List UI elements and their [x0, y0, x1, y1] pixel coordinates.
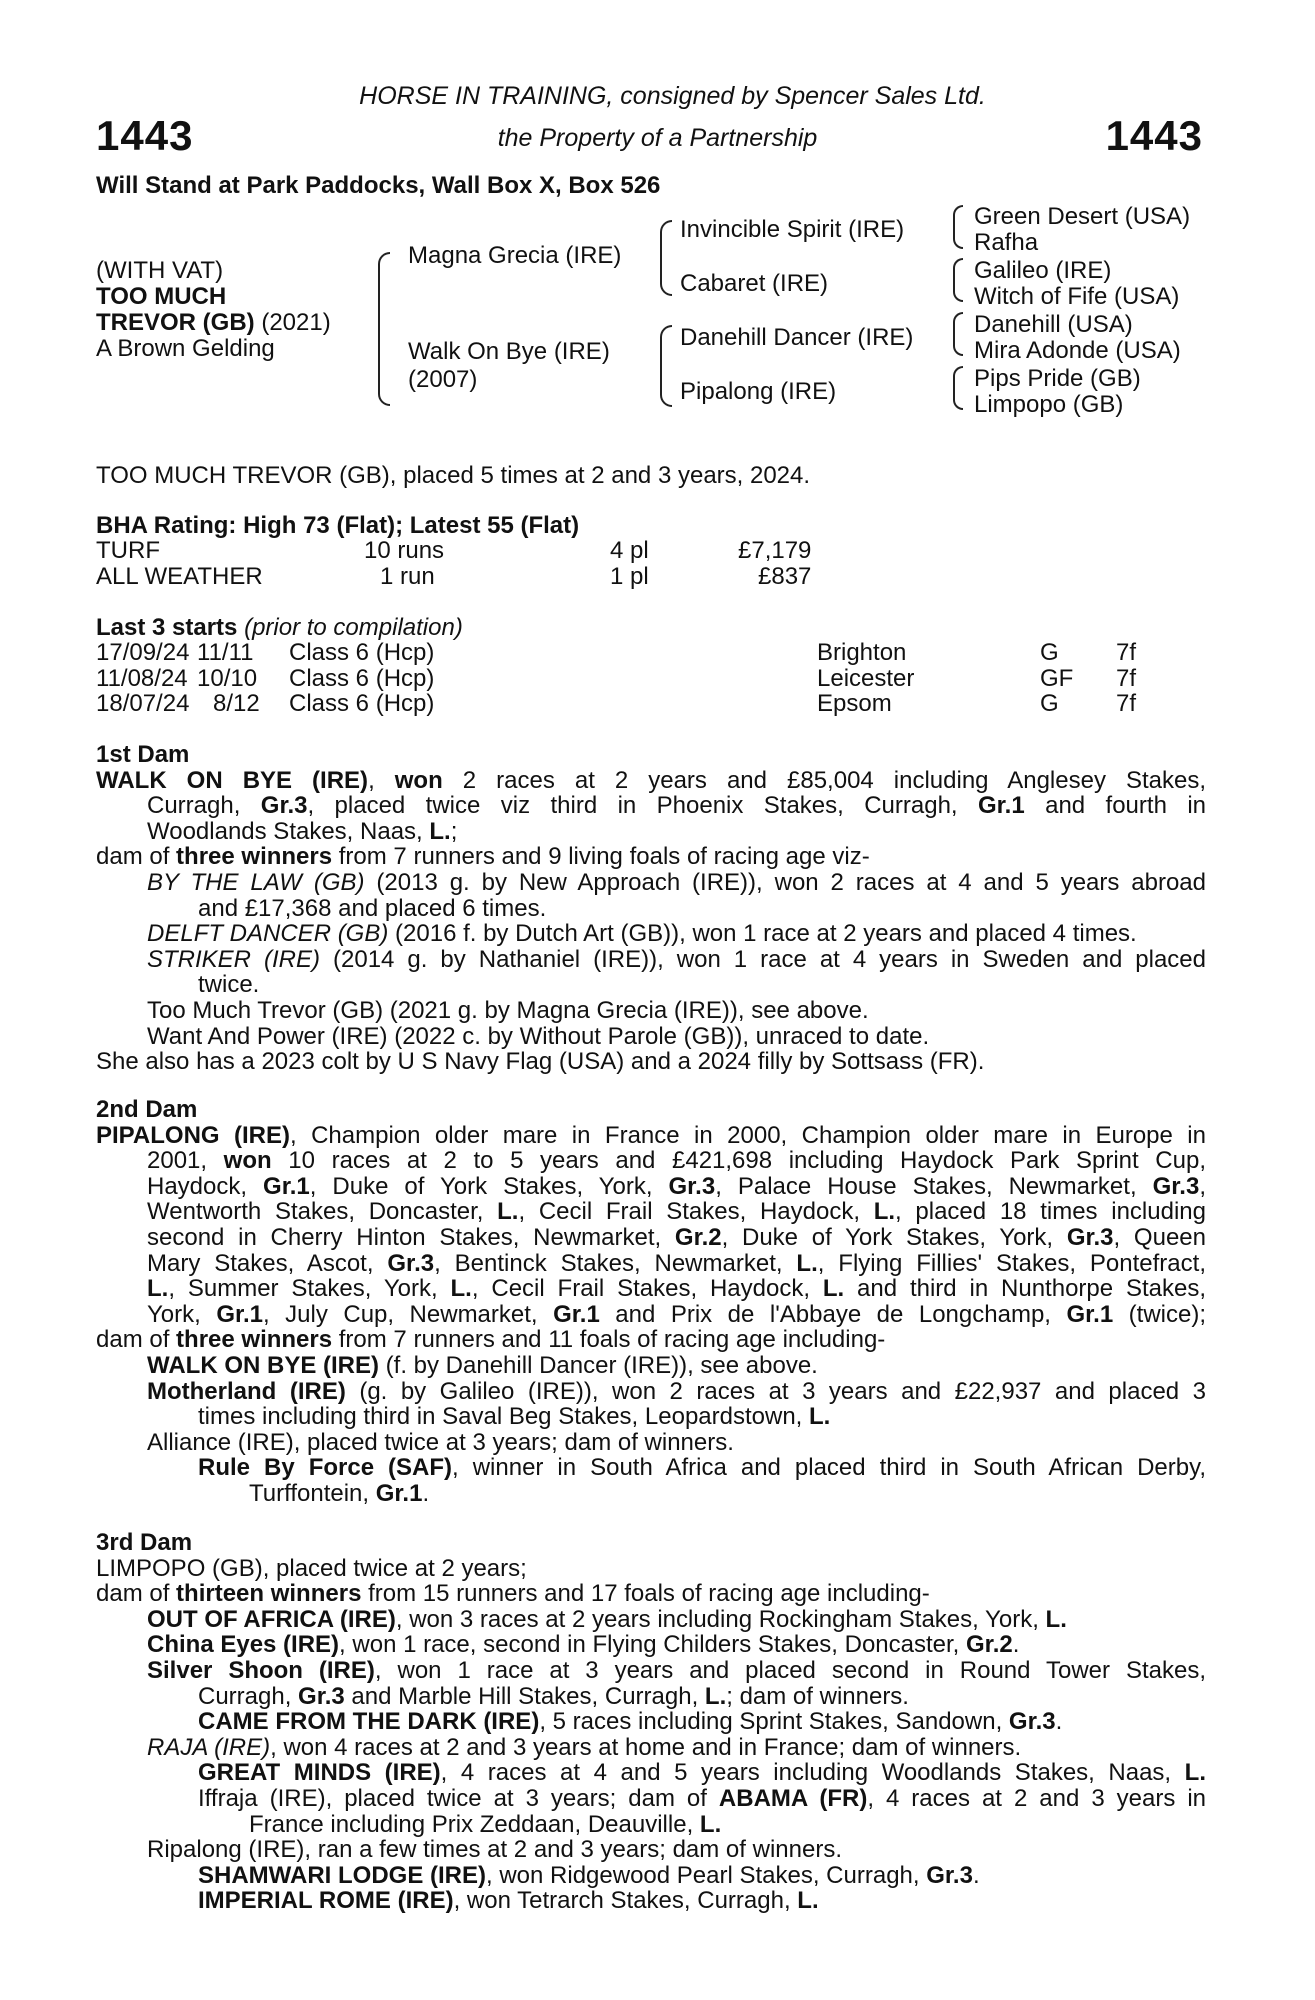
vat-note: (WITH VAT): [96, 257, 224, 284]
text-line: STRIKER (IRE) (2014 g. by Nathaniel (IRE)), won 1 race at 4 years in Sweden and placed: [147, 945, 1207, 973]
pedigree-brace-g1: [953, 205, 963, 249]
text-line: Silver Shoon (IRE), won 1 race at 3 years and placed second in Round Tower Stakes,: [147, 1656, 1206, 1684]
pedigree-brace-g4: [953, 366, 963, 410]
grandparent-2: Rafha: [974, 229, 1039, 256]
sire: Magna Grecia (IRE): [408, 242, 622, 269]
text-line: CAME FROM THE DARK (IRE), 5 races including Sprint Stakes, Sandown, Gr.3.: [198, 1708, 1063, 1736]
text-line: WALK ON BYE (IRE) (f. by Danehill Dancer (IRE)), see above.: [147, 1351, 818, 1379]
dam-year: (2007): [408, 366, 478, 393]
dam: Walk On Bye (IRE): [408, 338, 610, 365]
text-line: and £17,368 and placed 6 times.: [198, 894, 547, 922]
text-line: Motherland (IRE) (g. by Galileo (IRE)), won 2 races at 3 years and £22,937 and placed 3: [147, 1377, 1206, 1405]
text-line: times including third in Saval Beg Stakes, Leopardstown, L.: [198, 1403, 831, 1431]
race-summary: TOO MUCH TREVOR (GB), placed 5 times at 2 and 3 years, 2024.: [96, 462, 811, 489]
text-line: Too Much Trevor (GB) (2021 g. by Magna Grecia (IRE)), see above.: [147, 996, 869, 1024]
start-row: 17/09/24 11/11 Class 6 (Hcp) Brighton G 7f: [96, 639, 1137, 666]
second-dam-section: [96, 1097, 1206, 1507]
horse-name-line2: TREVOR (GB) (2021): [96, 309, 331, 336]
grandparent-3: Galileo (IRE): [974, 257, 1112, 284]
grandparent-8: Limpopo (GB): [974, 391, 1124, 418]
section-heading: 1st Dam: [96, 741, 190, 768]
text-line: second in Cherry Hinton Stakes, Newmarket, Gr.2, Duke of York Stakes, York, Gr.3, Queen: [147, 1223, 1206, 1251]
text-line: RAJA (IRE), won 4 races at 2 and 3 years at home and in France; dam of winners.: [147, 1733, 1022, 1761]
start-row: 11/08/24 10/10 Class 6 (Hcp) Leicester GF 7f: [96, 665, 1137, 692]
header-subtitle: the Property of a Partnership: [497, 124, 818, 152]
text-line: Curragh, Gr.3 and Marble Hill Stakes, Curragh, L.; dam of winners.: [198, 1682, 909, 1710]
text-line: France including Prix Zeddaan, Deauville, L.: [249, 1810, 722, 1838]
start-row: 18/07/24 8/12 Class 6 (Hcp) Epsom G 7f: [96, 690, 1137, 717]
text-line: Haydock, Gr.1, Duke of York Stakes, York, Gr.3, Palace House Stakes, Newmarket, Gr.3,: [147, 1172, 1206, 1200]
text-line: LIMPOPO (GB), placed twice at 2 years;: [96, 1554, 527, 1582]
text-line: Wentworth Stakes, Doncaster, L., Cecil Frail Stakes, Haydock, L., placed 18 times including: [147, 1198, 1206, 1226]
pedigree-brace-sire: [660, 220, 672, 296]
rating-row-turf: TURF 10 runs 4 pl £7,179: [96, 537, 812, 564]
dam-dam: Pipalong (IRE): [680, 378, 837, 405]
grandparent-4: Witch of Fife (USA): [974, 283, 1180, 310]
text-line: dam of three winners from 7 runners and 11 foals of racing age including-: [96, 1326, 886, 1354]
text-line: Want And Power (IRE) (2022 c. by Without Parole (GB)), unraced to date.: [147, 1022, 930, 1050]
last-starts-title: Last 3 starts (prior to compilation): [96, 614, 463, 641]
third-dam-section: [96, 1530, 1206, 1914]
text-line: PIPALONG (IRE), Champion older mare in France in 2000, Champion older mare in Europe in: [96, 1121, 1206, 1149]
text-line: York, Gr.1, July Cup, Newmarket, Gr.1 and Prix de l'Abbaye de Longchamp, Gr.1 (twice);: [147, 1300, 1207, 1328]
text-line: 2001, won 10 races at 2 to 5 years and £421,698 including Haydock Park Sprint Cup,: [147, 1147, 1206, 1175]
text-line: BY THE LAW (GB) (2013 g. by New Approach (IRE)), won 2 races at 4 and 5 years abroad: [147, 868, 1207, 896]
grandparent-5: Danehill (USA): [974, 311, 1133, 338]
rating-row-all-weather: ALL WEATHER 1 run 1 pl £837: [96, 563, 812, 590]
text-line: OUT OF AFRICA (IRE), won 3 races at 2 years including Rockingham Stakes, York, L.: [147, 1605, 1067, 1633]
grandparent-6: Mira Adonde (USA): [974, 337, 1181, 364]
text-line: Iffraja (IRE), placed twice at 3 years; dam of ABAMA (FR), 4 races at 2 and 3 years in: [198, 1784, 1206, 1812]
text-line: China Eyes (IRE), won 1 race, second in Flying Childers Stakes, Doncaster, Gr.2.: [147, 1631, 1020, 1659]
text-line: Turffontein, Gr.1.: [249, 1479, 430, 1507]
text-line: dam of three winners from 7 runners and 9 living foals of racing age viz-: [96, 843, 870, 871]
text-line: Ripalong (IRE), ran a few times at 2 and 3 years; dam of winners.: [147, 1836, 842, 1864]
text-line: DELFT DANCER (GB) (2016 f. by Dutch Art (GB)), won 1 race at 2 years and placed 4 times.: [147, 920, 1137, 948]
text-line: twice.: [198, 971, 260, 999]
pedigree-brace-g2: [953, 258, 963, 302]
grandparent-7: Pips Pride (GB): [974, 365, 1141, 392]
horse-description: A Brown Gelding: [96, 335, 275, 362]
text-line: dam of thirteen winners from 15 runners and 17 foals of racing age including-: [96, 1580, 930, 1608]
first-dam-section: [96, 742, 1206, 1075]
text-line: Rule By Force (SAF), winner in South Africa and placed third in South African Derby,: [198, 1454, 1207, 1482]
grandparent-1: Green Desert (USA): [974, 203, 1191, 230]
pedigree-brace-g3: [953, 312, 963, 356]
text-line: She also has a 2023 colt by U S Navy Flag (USA) and a 2024 filly by Sottsass (FR).: [96, 1048, 985, 1076]
sire-dam: Cabaret (IRE): [680, 270, 829, 297]
dam-sire: Danehill Dancer (IRE): [680, 324, 914, 351]
text-line: GREAT MINDS (IRE), 4 races at 4 and 5 years including Woodlands Stakes, Naas, L.: [198, 1759, 1206, 1787]
text-line: Curragh, Gr.3, placed twice viz third in Phoenix Stakes, Curragh, Gr.1 and fourth in: [147, 792, 1206, 820]
pedigree-brace-main: [378, 252, 390, 406]
text-line: IMPERIAL ROME (IRE), won Tetrarch Stakes, Curragh, L.: [198, 1887, 819, 1915]
header-title: HORSE IN TRAINING, consigned by Spencer Sales Ltd.: [359, 82, 986, 110]
text-line: Alliance (IRE), placed twice at 3 years; dam of winners.: [147, 1428, 734, 1456]
location: Will Stand at Park Paddocks, Wall Box X, Box 526: [96, 172, 661, 199]
lot-number-left: 1443: [96, 112, 194, 159]
text-line: SHAMWARI LODGE (IRE), won Ridgewood Pearl Stakes, Curragh, Gr.3.: [198, 1861, 980, 1889]
sire-sire: Invincible Spirit (IRE): [680, 216, 905, 243]
section-heading: 3rd Dam: [96, 1529, 193, 1556]
text-line: Woodlands Stakes, Naas, L.;: [147, 817, 458, 845]
section-heading: 2nd Dam: [96, 1096, 198, 1123]
text-line: WALK ON BYE (IRE), won 2 races at 2 years and £85,004 including Anglesey Stakes,: [96, 766, 1206, 794]
pedigree-brace-dam: [660, 325, 672, 407]
text-line: L., Summer Stakes, York, L., Cecil Frail Stakes, Haydock, L. and third in Nunthorpe Stakes,: [147, 1275, 1206, 1303]
lot-number-right: 1443: [1105, 112, 1203, 159]
bha-rating-title: BHA Rating: High 73 (Flat); Latest 55 (Flat): [96, 512, 580, 539]
text-line: Mary Stakes, Ascot, Gr.3, Bentinck Stakes, Newmarket, L., Flying Fillies' Stakes, Pontefract,: [147, 1249, 1206, 1277]
horse-name-line1: TOO MUCH: [96, 283, 227, 310]
